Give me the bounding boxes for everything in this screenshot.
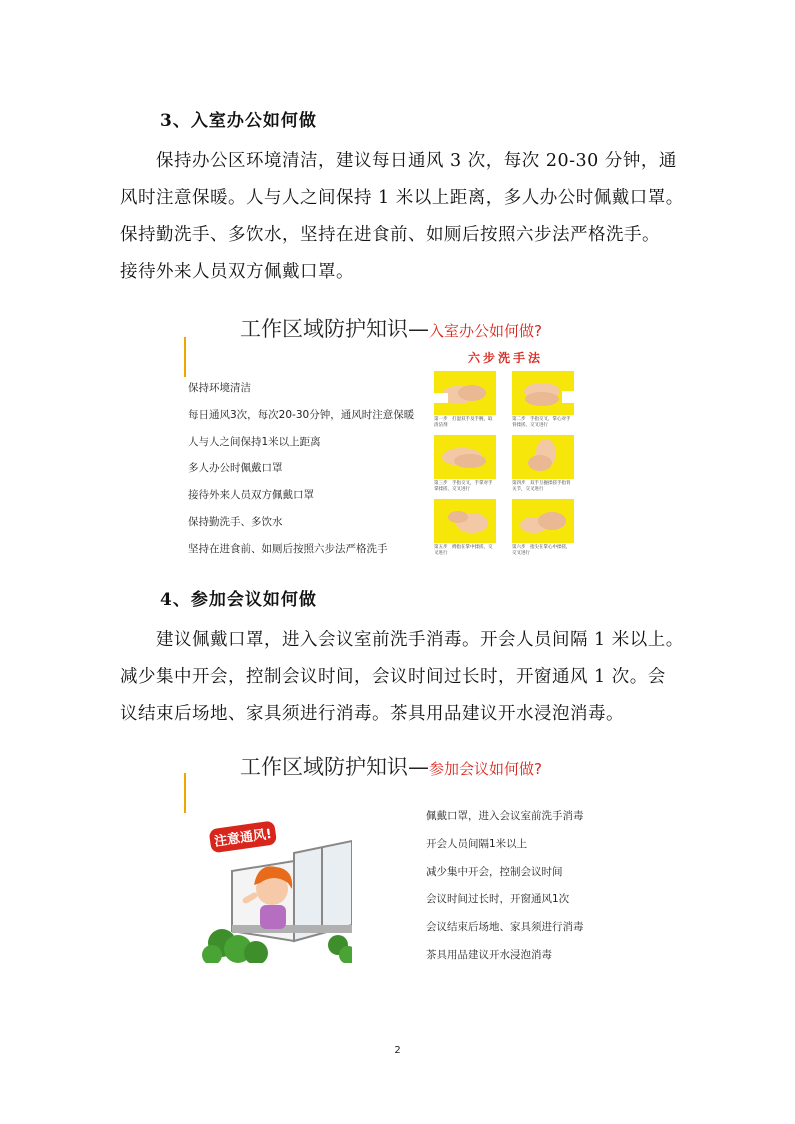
infographic-title: [240, 313, 542, 343]
handwash-step: [434, 371, 496, 435]
tip-item: 茶具用品建议开水浸泡消毒: [426, 948, 552, 961]
handwash-image: [512, 371, 574, 415]
infographic-title-accent: 入室办公如何做?: [429, 322, 542, 340]
paragraph-line: 接待外来人员双方佩戴口罩。: [120, 262, 354, 282]
handwash-image: [434, 435, 496, 479]
tip-item: 人与人之间保持1米以上距离: [188, 435, 321, 448]
accent-bar: [184, 773, 186, 813]
section-4-paragraph: [120, 622, 684, 733]
handwash-image: [434, 371, 496, 415]
section-3-paragraph: [120, 143, 684, 291]
paragraph-line: 议结束后场地、家具须进行消毒。茶具用品建议开水浸泡消毒。: [120, 704, 624, 724]
section-3-heading: 3、入室办公如何做: [160, 111, 317, 131]
meeting-tips-list: [426, 803, 584, 970]
ventilation-illustration: [202, 813, 352, 963]
office-protection-infographic: [178, 305, 618, 575]
meeting-protection-infographic: [178, 745, 618, 975]
handwash-image: [434, 499, 496, 543]
tip-item: 会议时间过长时，开窗通风1次: [426, 893, 570, 906]
step-caption: 第二步 手指交叉，掌心对手背揉搓，交叉进行: [512, 417, 571, 428]
handwash-steps-grid: [434, 371, 574, 563]
handwash-image: [512, 499, 574, 543]
paragraph-line: 保持勤洗手、多饮水，坚持在进食前、如厕后按照六步法严格洗手。: [120, 225, 660, 245]
paragraph-line: 风时注意保暖。人与人之间保持 1 米以上距离，多人办公时佩戴口罩。: [120, 188, 684, 208]
tip-item: 接待外来人员双方佩戴口罩: [188, 489, 314, 502]
tip-item: 保持环境清洁: [188, 382, 251, 394]
step-caption: 第六步 指尖在掌心中揉搓，交叉进行: [512, 545, 571, 556]
handwash-title: 六步洗手法: [468, 351, 544, 365]
step-caption: 第五步 拇指在掌中揉搓，交叉进行: [434, 545, 493, 556]
infographic-title-main: 工作区域防护知识—: [240, 317, 429, 341]
handwash-step: [512, 499, 574, 563]
tip-item: 佩戴口罩，进入会议室前洗手消毒: [426, 810, 584, 822]
infographic-title: [240, 751, 542, 781]
tip-item: 会议结束后场地、家具须进行消毒: [426, 921, 584, 934]
tip-item: 多人办公时佩戴口罩: [188, 462, 283, 475]
step-caption: 第四步 双手互握揉搓手指背关节，交叉进行: [512, 481, 571, 492]
tip-item: 保持勤洗手、多饮水: [188, 515, 283, 528]
tip-item: 每日通风3次，每次20-30分钟，通风时注意保暖: [188, 408, 415, 421]
tip-item: 坚持在进食前、如厕后按照六步法严格洗手: [188, 542, 388, 555]
handwash-step: [512, 371, 574, 435]
paragraph-line: 建议佩戴口罩，进入会议室前洗手消毒。开会人员间隔 1 米以上。: [156, 630, 684, 650]
handwash-step: [434, 435, 496, 499]
paragraph-line: 保持办公区环境清洁，建议每日通风 3 次，每次 20-30 分钟，通: [156, 151, 677, 171]
page-number: 2: [394, 1045, 401, 1056]
sign-text: 注意通风!: [213, 826, 273, 850]
step-caption: 第三步 手指交叉，手掌对手掌揉搓，交叉进行: [434, 481, 493, 492]
section-4-heading: 4、参加会议如何做: [160, 590, 317, 610]
accent-bar: [184, 337, 186, 377]
infographic-title-accent: 参加会议如何做?: [429, 760, 542, 778]
handwash-step: [512, 435, 574, 499]
tip-item: 减少集中开会，控制会议时间: [426, 865, 563, 878]
infographic-title-main: 工作区域防护知识—: [240, 755, 429, 779]
paragraph-line: 减少集中开会，控制会议时间，会议时间过长时，开窗通风 1 次。会: [120, 667, 666, 687]
handwash-step: [434, 499, 496, 563]
office-tips-list: [188, 375, 414, 563]
step-caption: 第一步 打湿双手及手腕，取清洁剂: [434, 417, 493, 428]
handwash-image: [512, 435, 574, 479]
tip-item: 开会人员间隔1米以上: [426, 837, 528, 850]
